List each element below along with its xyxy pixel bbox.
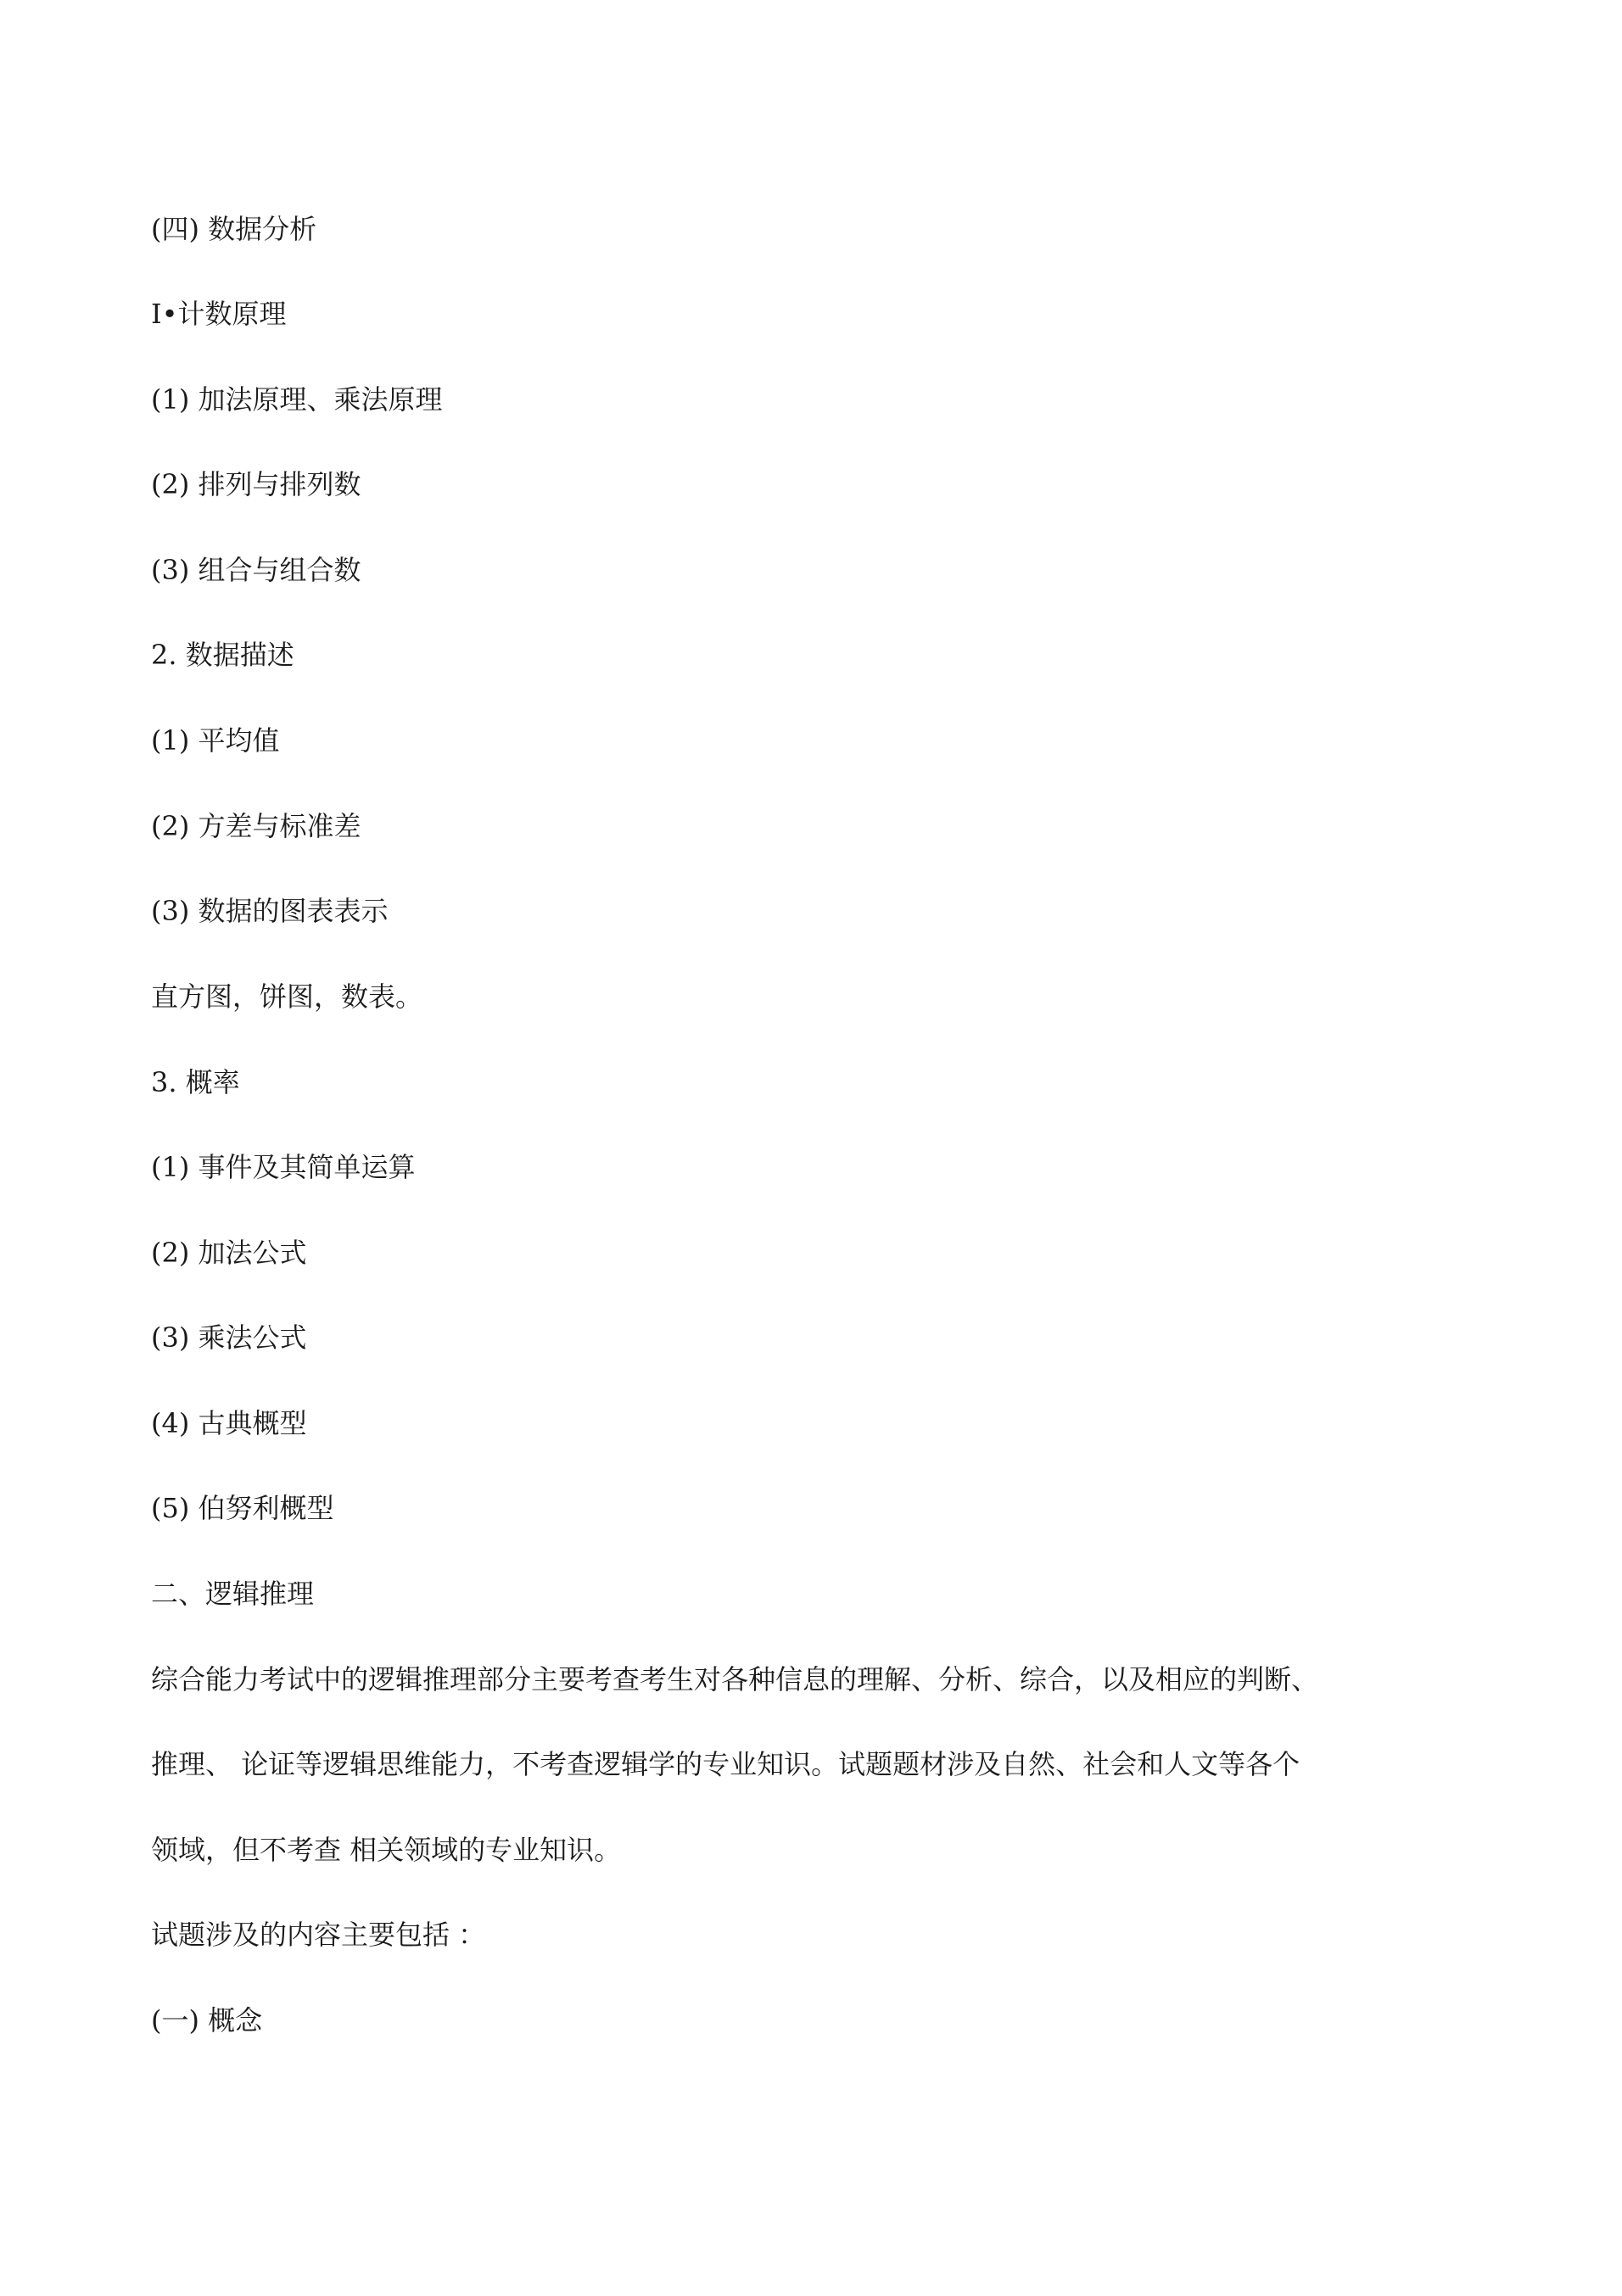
list-item: (1) 加法原理、乘法原理 (151, 383, 443, 416)
paragraph-line: 领域，但不考查 相关领域的专业知识。 (151, 1834, 622, 1866)
section-heading-data-analysis: (四) 数据分析 (151, 213, 317, 245)
subsection-heading-counting-principle: I•计数原理 (151, 298, 287, 330)
subsection-heading-probability: 3. 概率 (151, 1066, 240, 1098)
list-item: (5) 伯努利概型 (151, 1492, 334, 1524)
section-heading-concepts: (一) 概念 (151, 2004, 263, 2036)
list-item: (3) 组合与组合数 (151, 554, 361, 586)
list-item: (2) 排列与排列数 (151, 468, 361, 500)
list-item: (1) 平均值 (151, 724, 280, 757)
list-item: (2) 方差与标准差 (151, 810, 361, 842)
list-item: (3) 数据的图表表示 (151, 895, 389, 927)
subsection-heading-data-description: 2. 数据描述 (151, 639, 294, 671)
section-heading-logical-reasoning: 二、逻辑推理 (151, 1578, 315, 1610)
list-item: (1) 事件及其简单运算 (151, 1151, 416, 1183)
paragraph-line: 推理、 论证等逻辑思维能力，不考查逻辑学的专业知识。试题题材涉及自然、社会和人文等各个 (151, 1748, 1300, 1780)
list-item: (2) 加法公式 (151, 1237, 307, 1269)
list-item: (3) 乘法公式 (151, 1321, 307, 1354)
body-text: 直方图，饼图，数表。 (151, 980, 423, 1013)
list-item: (4) 古典概型 (151, 1407, 307, 1439)
paragraph-line: 综合能力考试中的逻辑推理部分主要考查考生对各种信息的理解、分析、综合，以及相应的判断、 (151, 1663, 1319, 1695)
body-text: 试题涉及的内容主要包括 ： (151, 1919, 486, 1951)
